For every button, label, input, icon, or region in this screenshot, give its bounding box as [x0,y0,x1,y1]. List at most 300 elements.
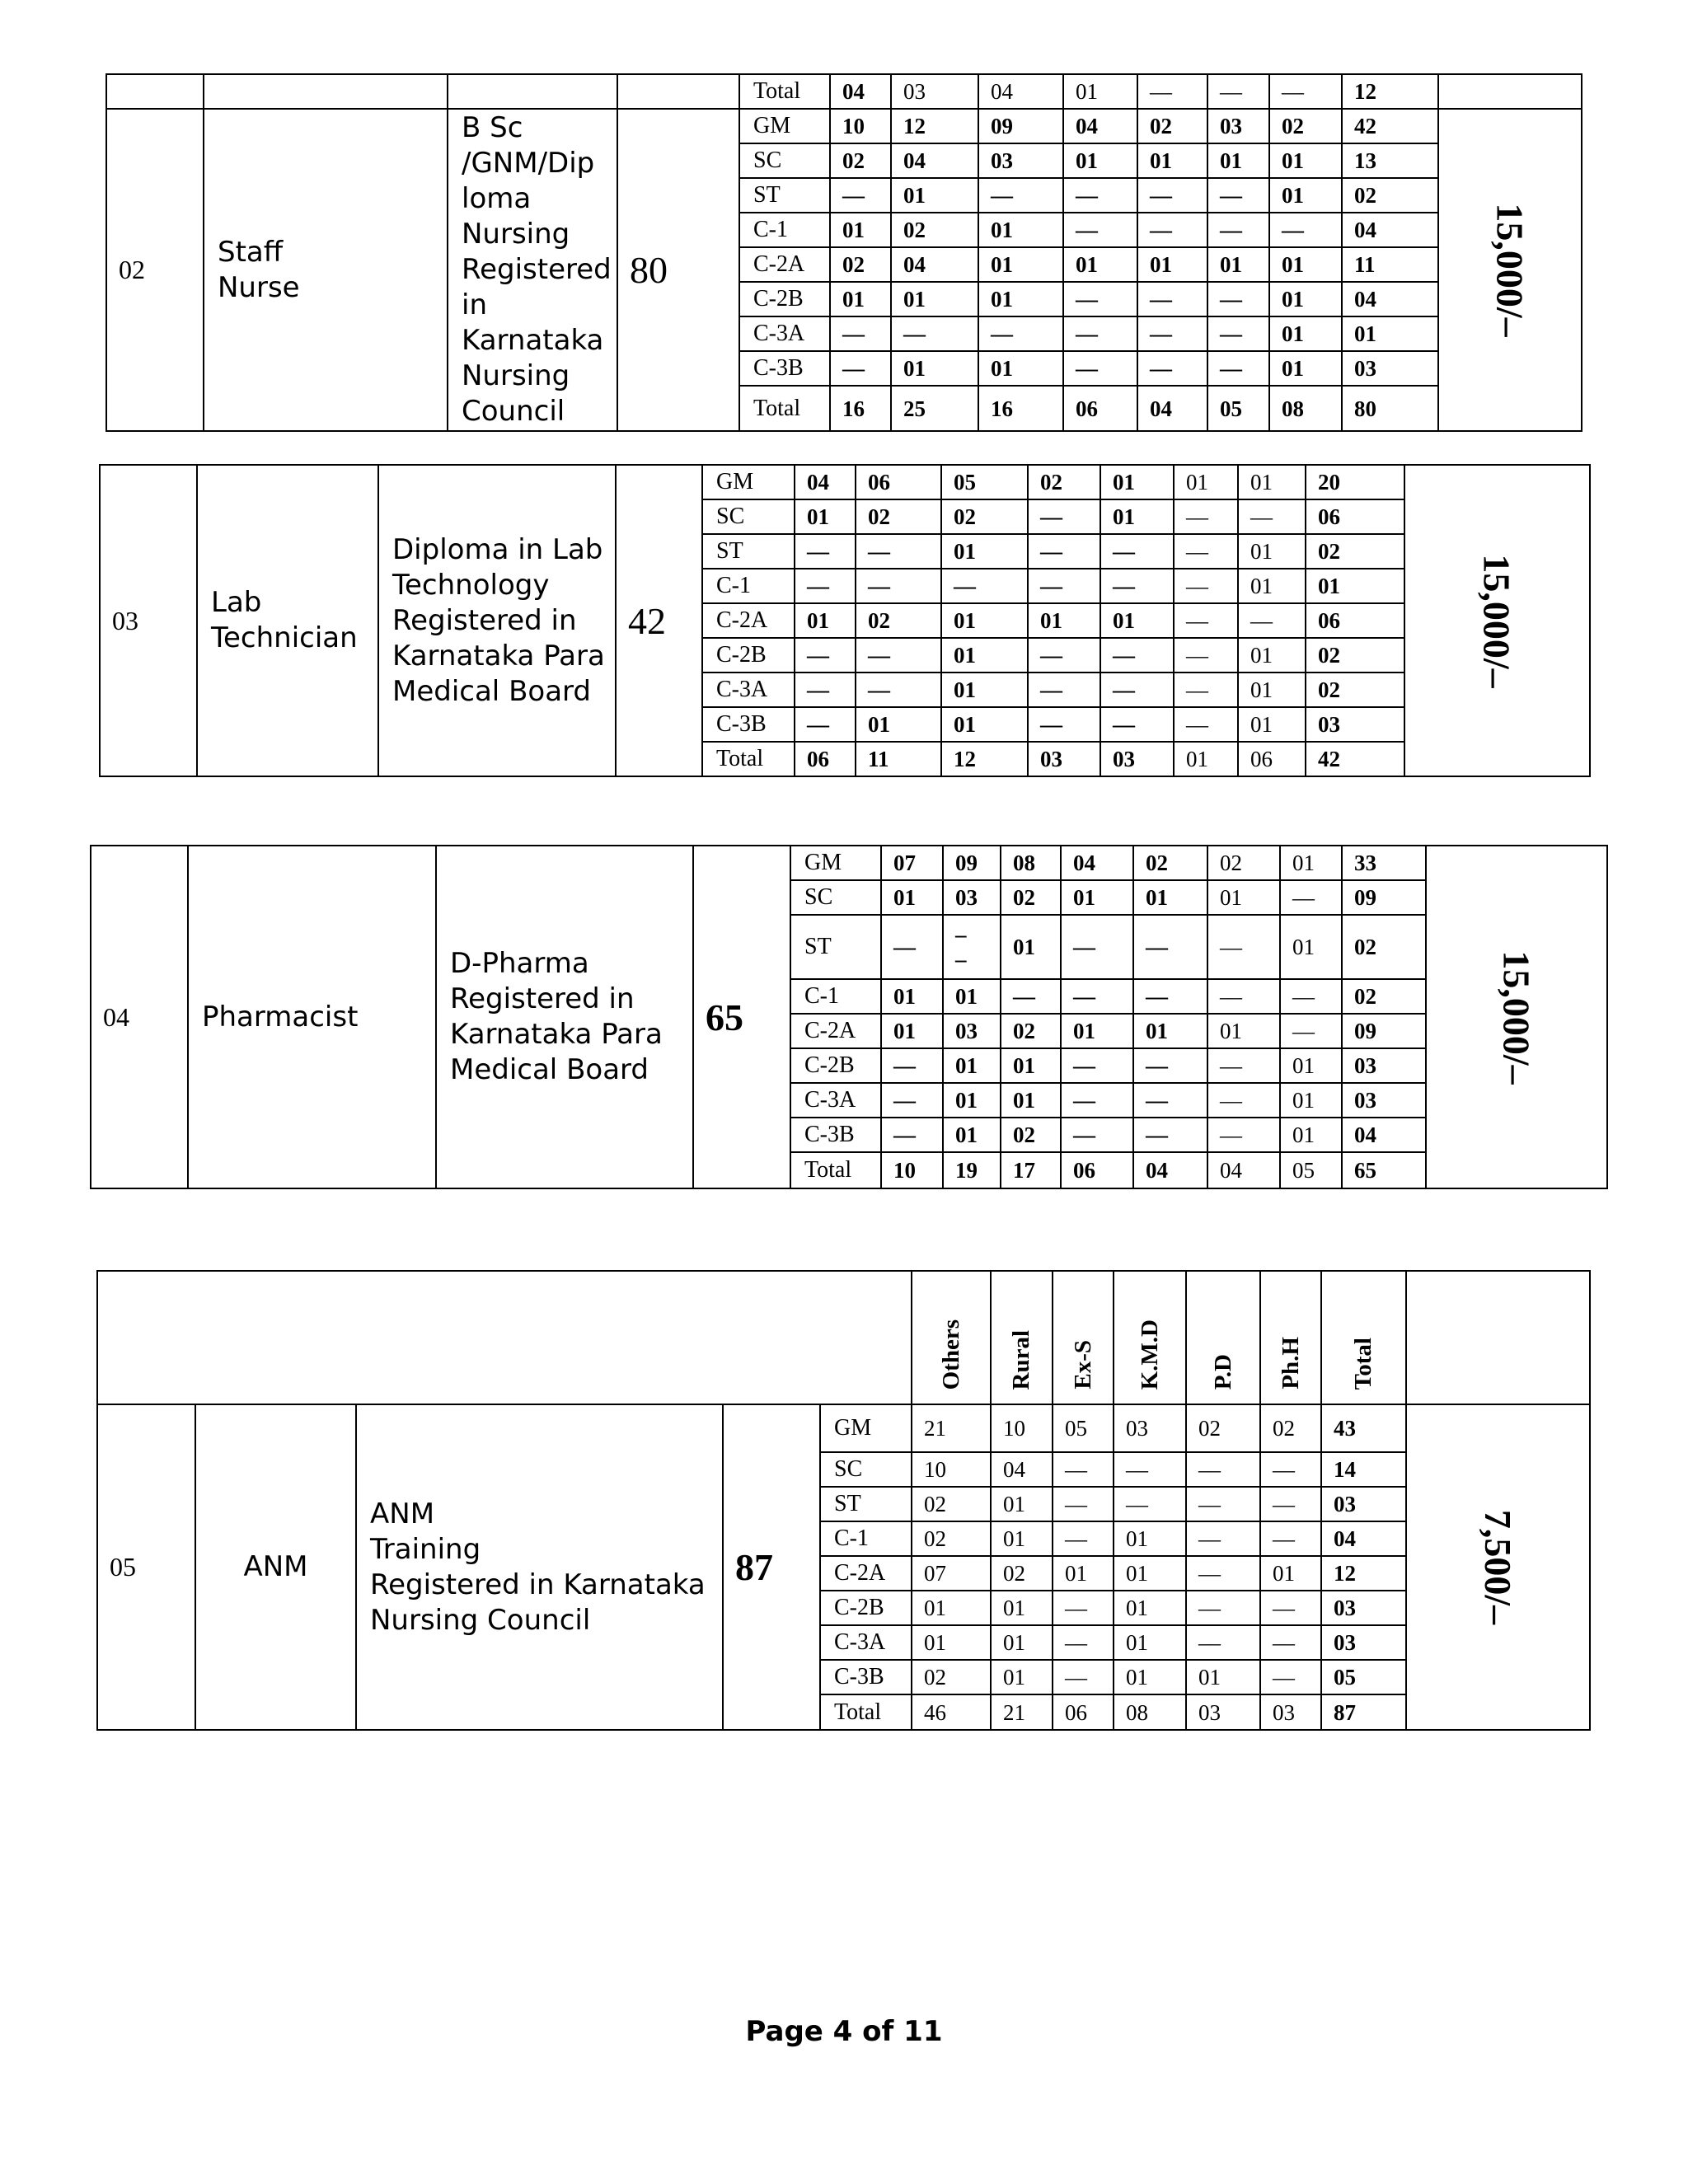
pay-scale-text: 15,000/– [1476,553,1518,688]
value-cell: 03 [978,143,1063,178]
category-cell: C-2A [820,1556,912,1591]
value-cell: –– [1137,213,1207,247]
category-cell: C-2A [739,247,830,282]
pay-scale-text: 15,000/– [1489,203,1531,337]
column-header [1186,1271,1260,1404]
qualification-line: in [462,288,487,321]
value-cell: 01 [1063,143,1137,178]
post-name-line: Pharmacist [202,1000,359,1033]
post-name-line: Technician [211,621,358,654]
value-cell: 09 [943,846,1001,880]
value-cell: 02 [941,499,1028,534]
value-cell: 16 [830,386,891,431]
category-cell: ST [702,534,795,569]
value-cell: 03 [943,1014,1001,1048]
header-row [97,1271,1590,1404]
value-cell: –– [881,1083,943,1118]
qualification-line: Medical Board [392,674,591,708]
value-cell: 01 [912,1591,991,1625]
value-cell: 06 [1063,386,1137,431]
qualification-line: B Sc [462,111,523,144]
value-cell: 03 [1207,109,1269,143]
value-cell: 06 [795,742,856,776]
value-cell: –– [1063,351,1137,386]
value-cell: 87 [1321,1694,1406,1730]
value-cell: –– [795,534,856,569]
value-cell: 12 [1321,1556,1406,1591]
value-cell: 01 [1114,1521,1186,1556]
serial-number: 04 [91,846,188,1188]
value-cell: –– [1061,979,1133,1014]
value-cell: –– [1053,1625,1114,1660]
category-cell: Total [739,386,830,431]
value-cell: 02 [1028,465,1100,499]
value-cell: 25 [891,386,978,431]
value-cell: 08 [1269,386,1342,431]
value-cell: –– [1063,213,1137,247]
qualification [448,109,617,431]
value-cell: –– [1174,499,1238,534]
value-cell: –– [1114,1452,1186,1487]
value-cell: 03 [1342,1083,1426,1118]
value-cell: 01 [891,351,978,386]
value-cell: –– [978,316,1063,351]
value-cell: 01 [830,213,891,247]
value-cell: 09 [1342,880,1426,915]
value-cell: 01 [1238,569,1306,603]
post-name [188,846,436,1188]
value-cell: 01 [1269,143,1342,178]
value-cell: –– [1260,1452,1321,1487]
value-cell: 10 [912,1452,991,1487]
value-cell: 06 [1053,1694,1114,1730]
value-cell: 04 [1137,386,1207,431]
value-cell: –– [1260,1591,1321,1625]
value-cell: 06 [1306,499,1404,534]
qualification-line: Karnataka Para [450,1018,663,1051]
value-cell: –– [1063,316,1137,351]
value-cell: –– [1186,1591,1260,1625]
value-cell: 02 [1260,1404,1321,1452]
qualification-line: loma [462,182,532,215]
value-cell: 03 [1321,1625,1406,1660]
value-cell: 01 [1100,465,1174,499]
serial-number: 05 [97,1404,195,1730]
value-cell: 01 [881,1014,943,1048]
value-cell: 04 [830,74,891,109]
value-cell: –– [1207,213,1269,247]
value-cell: 02 [991,1556,1053,1591]
value-cell: 10 [881,1152,943,1188]
value-cell: 01 [1063,74,1137,109]
value-cell: 01 [1053,1556,1114,1591]
category-cell: C-3A [790,1083,881,1118]
value-cell: 01 [978,213,1063,247]
value-cell: 42 [1306,742,1404,776]
value-cell: –– [1137,74,1207,109]
value-cell: –– [1028,707,1100,742]
value-cell: 01 [1238,638,1306,673]
value-cell: –– [1028,673,1100,707]
value-cell: 16 [978,386,1063,431]
value-cell: 01 [1342,316,1438,351]
value-cell: 02 [856,499,941,534]
value-cell: 43 [1321,1404,1406,1452]
pay-scale-text: 7,500/– [1477,1509,1520,1625]
value-cell: –– [1133,979,1207,1014]
value-cell: 13 [1342,143,1438,178]
value-cell: –– [1114,1487,1186,1521]
category-cell: SC [820,1452,912,1487]
value-cell: 06 [1061,1152,1133,1188]
value-cell: 04 [891,143,978,178]
value-cell: 11 [856,742,941,776]
value-cell: 03 [1342,351,1438,386]
value-cell: 07 [912,1556,991,1591]
value-cell: –– [1137,316,1207,351]
column-header-text: Ph.H [1277,1337,1304,1390]
value-cell: 01 [1028,603,1100,638]
value-cell: –– [1028,569,1100,603]
value-cell: –– [1207,74,1269,109]
value-cell: 12 [941,742,1028,776]
value-cell: –– [1186,1625,1260,1660]
value-cell: 01 [1280,1048,1342,1083]
value-cell: 04 [991,1452,1053,1487]
value-cell: 01 [1280,915,1342,979]
value-cell: –– [1001,979,1061,1014]
value-cell: 01 [1238,707,1306,742]
value-cell: 03 [1342,1048,1426,1083]
value-cell: –– [1174,707,1238,742]
value-cell: 02 [1306,534,1404,569]
post-name-line: Lab [211,586,262,619]
value-cell: 05 [941,465,1028,499]
value-cell: 01 [1207,143,1269,178]
qualification-line: Training [370,1532,481,1566]
serial-number: 03 [100,465,197,776]
value-cell: –– [830,351,891,386]
value-cell: 05 [1280,1152,1342,1188]
value-cell: –– [1100,638,1174,673]
value-cell: 01 [978,351,1063,386]
value-cell: –– [881,1048,943,1083]
value-cell: –– [795,673,856,707]
value-cell: 01 [1269,178,1342,213]
value-cell: 01 [881,979,943,1014]
value-cell: –– [1186,1556,1260,1591]
value-cell: 01 [1114,1556,1186,1591]
value-cell: 01 [978,247,1063,282]
value-cell: –– [1053,1452,1114,1487]
category-row [106,109,1582,143]
value-cell: –– [1137,351,1207,386]
category-cell: C-3B [702,707,795,742]
value-cell: –– [795,638,856,673]
value-cell: –– [1280,979,1342,1014]
value-cell: –– [830,316,891,351]
value-cell: –– [881,915,943,979]
qualification-line: Karnataka [462,324,604,357]
value-cell: 01 [1100,499,1174,534]
value-cell: 01 [941,603,1028,638]
value-cell: –– [1186,1487,1260,1521]
value-cell: 04 [795,465,856,499]
value-cell: 04 [1063,109,1137,143]
value-cell: –– [1100,707,1174,742]
empty-cell [617,74,739,109]
category-cell: C-3A [739,316,830,351]
lab-technician-reservation-table [99,464,1591,777]
value-cell: 11 [1342,247,1438,282]
category-cell: ST [820,1487,912,1521]
value-cell: 02 [1186,1404,1260,1452]
value-cell: –– [881,1118,943,1152]
value-cell: –– [856,638,941,673]
value-cell: 33 [1342,846,1426,880]
value-cell: 04 [1342,213,1438,247]
value-cell: –– [1207,915,1280,979]
value-cell: 09 [1342,1014,1426,1048]
value-cell: 01 [1260,1556,1321,1591]
value-cell: –– [1053,1591,1114,1625]
category-cell: C-2B [790,1048,881,1083]
post-count: 65 [693,846,790,1188]
value-cell: 01 [1238,534,1306,569]
header-blank-cell [97,1271,912,1404]
value-cell: 01 [1063,247,1137,282]
value-cell: 04 [1061,846,1133,880]
column-header-text: Total [1350,1337,1377,1390]
staff-nurse-reservation-table [106,73,1582,432]
value-cell: 02 [1001,1118,1061,1152]
value-cell: –– [1100,569,1174,603]
value-cell: 04 [978,74,1063,109]
value-cell: 02 [1306,673,1404,707]
value-cell: 02 [830,143,891,178]
value-cell: –– [1174,569,1238,603]
value-cell: 01 [856,707,941,742]
value-cell: 01 [943,979,1001,1014]
qualification [356,1404,723,1730]
category-cell: C-3A [702,673,795,707]
column-header-text: Ex-S [1069,1340,1096,1390]
value-cell: 21 [991,1694,1053,1730]
value-cell: –– [1207,351,1269,386]
column-header [1114,1271,1186,1404]
category-cell: C-2A [702,603,795,638]
value-cell: 03 [1321,1487,1406,1521]
value-cell: –– [1238,603,1306,638]
header-blank-cell [1406,1271,1590,1404]
value-cell: 01 [1001,915,1061,979]
value-cell: 01 [991,1521,1053,1556]
qualification-line: D-Pharma [450,947,589,980]
category-cell: C-1 [702,569,795,603]
value-cell: 01 [941,673,1028,707]
value-cell: 03 [1100,742,1174,776]
qualification-line: Karnataka Para [392,639,605,673]
pharmacist-reservation-table [90,845,1608,1189]
value-cell: –– [856,673,941,707]
qualification-line: Nursing [462,218,570,251]
value-cell: 20 [1306,465,1404,499]
value-cell: 01 [1061,1014,1133,1048]
value-cell: 01 [941,534,1028,569]
value-cell: 02 [1001,880,1061,915]
category-cell: Total [702,742,795,776]
value-cell: 03 [1260,1694,1321,1730]
category-cell: Total [739,74,830,109]
value-cell: 17 [1001,1152,1061,1188]
qualification-line: Nursing Council [370,1603,591,1637]
value-cell: 01 [943,1118,1001,1152]
value-cell: –– [1186,1521,1260,1556]
value-cell: –– [1238,499,1306,534]
serial-number: 02 [106,109,204,431]
value-cell: 01 [795,499,856,534]
value-cell: 04 [1342,1118,1426,1152]
column-header [1053,1271,1114,1404]
value-cell: 10 [830,109,891,143]
qualification [436,846,693,1188]
value-cell: 01 [1238,673,1306,707]
category-row [91,846,1607,880]
value-cell: 04 [891,247,978,282]
value-cell: 01 [943,1083,1001,1118]
value-cell: –– [1174,534,1238,569]
value-cell: 05 [1321,1660,1406,1694]
value-cell: 65 [1342,1152,1426,1188]
value-cell: 05 [1053,1404,1114,1452]
value-cell: 01 [1269,351,1342,386]
value-cell: 14 [1321,1452,1406,1487]
value-cell: 02 [1207,846,1280,880]
value-cell: 01 [1280,846,1342,880]
category-cell: C-3B [739,351,830,386]
post-name [197,465,378,776]
value-cell: 19 [943,1152,1001,1188]
value-cell: 03 [1028,742,1100,776]
value-cell: –– [1063,282,1137,316]
post-name-line: ANM [243,1550,308,1583]
category-cell: C-1 [739,213,830,247]
value-cell: –– [856,534,941,569]
category-cell: GM [820,1404,912,1452]
pay-scale [1438,109,1582,431]
value-cell: 01 [991,1591,1053,1625]
value-cell: 01 [891,282,978,316]
value-cell: 46 [912,1694,991,1730]
value-cell: 01 [830,282,891,316]
value-cell: 01 [1174,465,1238,499]
empty-cell [448,74,617,109]
value-cell: 06 [1238,742,1306,776]
category-row [97,1404,1590,1452]
qualification-line: Registered [462,253,612,286]
pay-scale [1406,1404,1590,1730]
value-cell: –– [856,569,941,603]
value-cell: 04 [1207,1152,1280,1188]
value-cell: –– [1207,282,1269,316]
column-header [912,1271,991,1404]
value-cell: 01 [991,1487,1053,1521]
value-cell: –– [1053,1487,1114,1521]
value-cell: 01 [991,1660,1053,1694]
value-cell: –– [1100,673,1174,707]
category-cell: SC [739,143,830,178]
value-cell: 01 [1186,1660,1260,1694]
value-cell: –– [1053,1521,1114,1556]
value-cell: –– [891,316,978,351]
value-cell: –– [1207,1048,1280,1083]
value-cell: 04 [1342,282,1438,316]
empty-cell [204,74,448,109]
value-cell: 01 [795,603,856,638]
pay-scale [1426,846,1607,1188]
value-cell: –– [1260,1660,1321,1694]
value-cell: –– [1061,1048,1133,1083]
value-cell: 01 [943,1048,1001,1083]
value-cell: 01 [991,1625,1053,1660]
value-cell: 02 [1306,638,1404,673]
value-cell: 42 [1342,109,1438,143]
value-cell: 06 [856,465,941,499]
column-header-text: P.D [1209,1353,1236,1390]
value-cell: 02 [1133,846,1207,880]
value-cell: 01 [1114,1660,1186,1694]
column-header-text: Rural [1008,1329,1035,1390]
value-cell: –– [1260,1521,1321,1556]
category-cell: C-2B [820,1591,912,1625]
post-name [195,1404,356,1730]
value-cell: 02 [830,247,891,282]
value-cell: –– [1028,638,1100,673]
value-cell: 02 [1001,1014,1061,1048]
value-cell: –– [1028,499,1100,534]
anm-reservation-table [96,1270,1591,1731]
value-cell: –– [1137,178,1207,213]
value-cell: 01 [1207,880,1280,915]
empty-cell [1438,74,1582,109]
category-cell: Total [790,1152,881,1188]
column-header-text: Others [937,1319,964,1390]
qualification [378,465,616,776]
value-cell: 01 [1280,1118,1342,1152]
value-cell: –– [1061,915,1133,979]
value-cell: –– [1133,1048,1207,1083]
value-cell: –– [1174,603,1238,638]
value-cell: –– [1207,1083,1280,1118]
value-cell: 01 [1174,742,1238,776]
category-cell: SC [702,499,795,534]
qualification-line: Registered in [392,603,577,637]
column-header [991,1271,1053,1404]
value-cell: –– [1133,1083,1207,1118]
post-name [204,109,448,431]
value-cell: – – [943,915,1001,979]
value-cell: 08 [1114,1694,1186,1730]
value-cell: –– [1207,316,1269,351]
category-cell: C-3B [790,1118,881,1152]
value-cell: 02 [912,1521,991,1556]
value-cell: –– [795,707,856,742]
category-cell: C-2B [702,638,795,673]
qualification-line: Registered in [450,982,635,1015]
value-cell: 01 [941,707,1028,742]
value-cell: 01 [1001,1083,1061,1118]
value-cell: –– [1269,213,1342,247]
